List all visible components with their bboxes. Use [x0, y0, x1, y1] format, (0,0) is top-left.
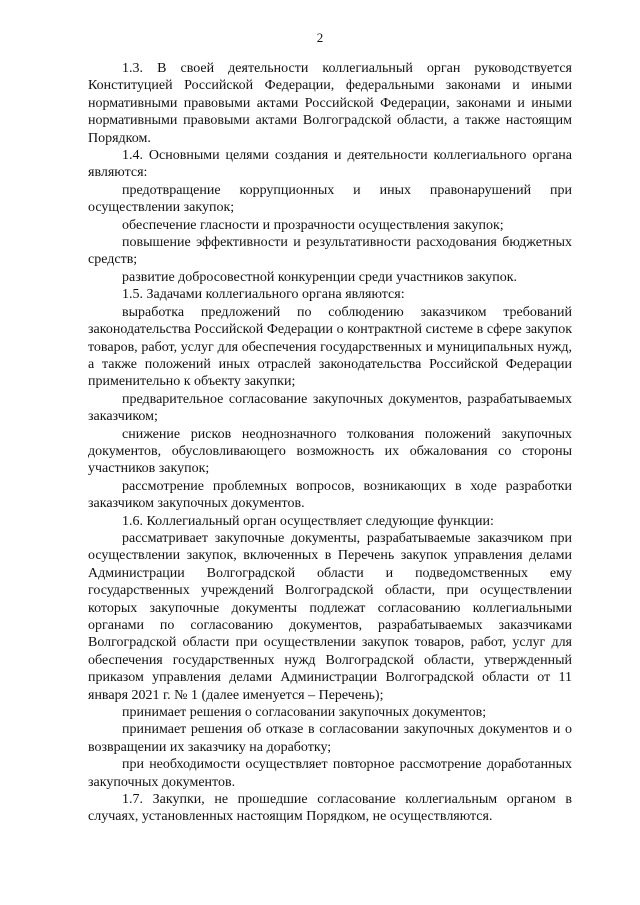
- task-item: предварительное согласование закупочных документов, разрабатываемых заказчиком;: [88, 391, 572, 425]
- paragraph-1-4: 1.4. Основными целями создания и деятельности коллегиального органа являются:: [88, 148, 572, 181]
- goal-item: повышение эффективности и результативности расходования бюджетных средств;: [88, 235, 572, 268]
- page-number: 2: [316, 30, 324, 45]
- function-item: принимает решения об отказе в согласовании закупочных документов и о возвращении их заказчику на доработку;: [88, 722, 572, 755]
- function-item: рассматривает закупочные документы, разрабатываемые заказчиком при осуществлении закупок, включенных в Перечень закупок управления делами Администрации Волгоградской области и подведомственных ему государственных учреждений Волгоградской области, при осуществлении которых закупочные документы подлежат согласованию коллегиальными органами по согласованию документов, разрабатываемых заказчиками Волгоградской области при осуществлении закупок товаров, работ, услуг для обеспечения государственных нужд Волгоградской области, утвержденный приказом управления делами Администрации Волгоградской области от 11 января 2021 г. № 1 (далее именуется – Перечень);: [88, 530, 572, 703]
- function-item: при необходимости осуществляет повторное рассмотрение доработанных закупочных документов.: [88, 757, 572, 790]
- paragraph-1-5: 1.5. Задачами коллегиального органа являются:: [122, 287, 405, 303]
- paragraph-1-7: 1.7. Закупки, не прошедшие согласование коллегиальным органом в случаях, установленных настоящим Порядком, не осуществляются.: [88, 792, 572, 825]
- document-body: [88, 60, 572, 826]
- goal-item: развитие добросовестной конкуренции среди участников закупок.: [122, 269, 518, 285]
- paragraph-1-6: 1.6. Коллегиальный орган осуществляет следующие функции:: [122, 513, 494, 529]
- task-item: снижение рисков неоднозначного толкования положений закупочных документов, обусловливающего возможность их обжалования со стороны участников закупок;: [88, 426, 572, 477]
- task-item: рассмотрение проблемных вопросов, возникающих в ходе разработки заказчиком закупочных документов.: [88, 478, 572, 512]
- paragraph-1-3: 1.3. В своей деятельности коллегиальный орган руководствуется Конституцией Российской Федерации, федеральными законами и иными нормативными правовыми актами Российской Федерации, законами и иными нормативными правовыми актами Волгоградской области, а также настоящим Порядком.: [88, 61, 572, 146]
- goal-item: обеспечение гласности и прозрачности осуществления закупок;: [122, 217, 504, 233]
- function-item: принимает решения о согласовании закупочных документов;: [122, 705, 487, 721]
- goal-item: предотвращение коррупционных и иных правонарушений при осуществлении закупок;: [88, 182, 572, 216]
- task-item: выработка предложений по соблюдению заказчиком требований законодательства Российской Федерации о контрактной системе в сфере закупок товаров, работ, услуг для обеспечения государственных и муниципальных нужд, а также положений иных отраслей законодательства Российской Федерации применительно к объекту закупки;: [88, 304, 572, 390]
